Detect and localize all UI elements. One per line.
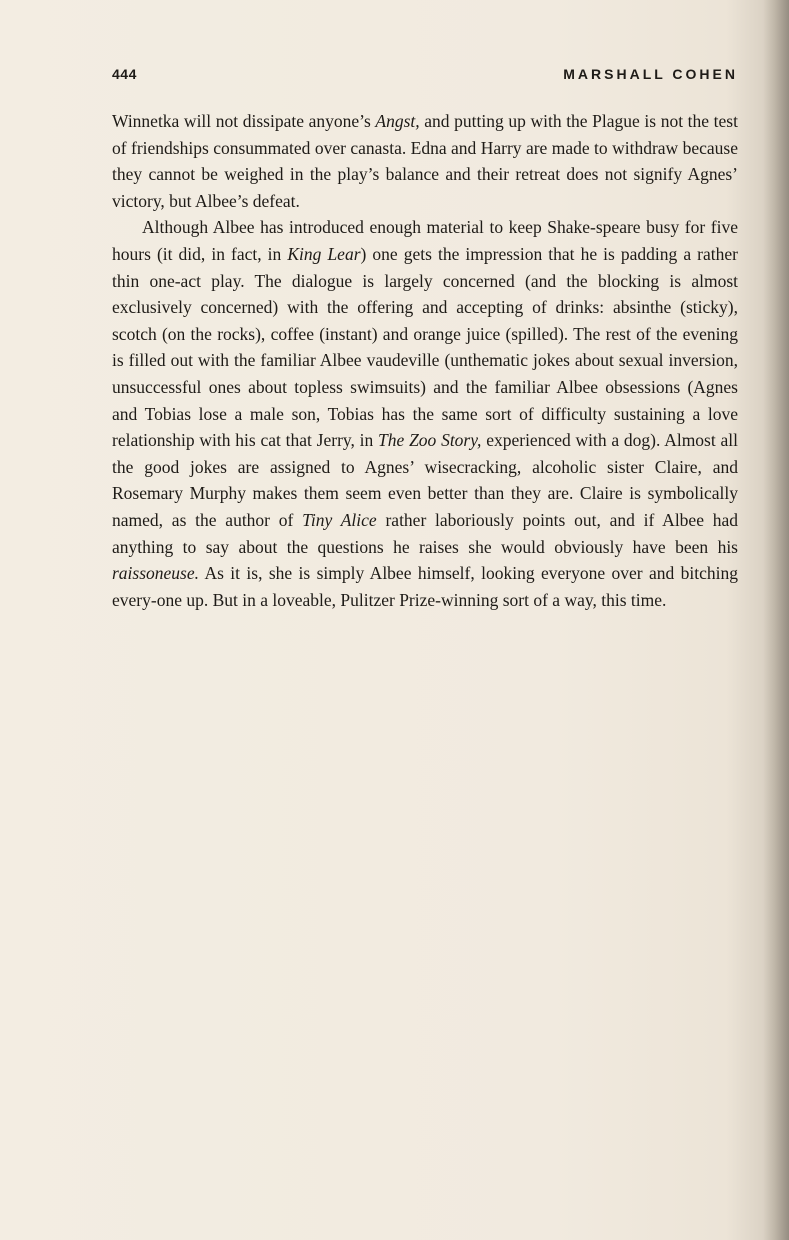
paragraph-text-segment: As it is, she is simply Albee himself, looking everyone over and bitching every-one up. But in a loveable, Pulitzer Prize-winning sort of a way, this time. [112,563,738,610]
paragraph-text-segment: experienced with a dog). Almost all the good jokes are assigned to Agnes’ wisecracking, alcoholic sister Claire, and Rosemary Murphy makes them seem even better than they are. Claire is symbolically named, as the author of [112,430,738,530]
italic-title-text: Tiny Alice [302,509,377,530]
body-text [112,108,738,613]
italic-title-text: Angst, [375,111,420,131]
paragraph-text-segment: and putting up with the Plague is not the test of friendships consummated over canasta. Edna and Harry are made to withdraw because they cannot be weighed in the play’s balance and their retreat does not signify Agnes’ victory, but Albee’s defeat. [112,111,738,211]
paragraph-text-segment: Winnetka will not dissipate anyone’s [112,111,376,131]
paragraph-2 [112,214,738,613]
running-head-author: MARSHALL COHEN [563,66,738,82]
italic-title-text: The Zoo Story, [378,430,482,451]
page-number: 444 [112,66,137,82]
paragraph-1 [112,108,738,214]
paragraph-text-segment: Although Albee has introduced enough material to keep Shake-speare busy for five hours (it did, in fact, in [112,217,738,264]
paragraph-text-segment: ) one gets the impression that he is padding a rather thin one-act play. The dialogue is largely concerned (and the blocking is almost exclusively concerned) with the offering and accepting of drinks: absinthe (sticky), scotch (on the rocks), coffee (instant) and orange juice (spilled). The rest of the evening is filled out with the familiar Albee vaudeville (unthematic jokes about sexual inversion, unsuccessful ones about topless swimsuits) and the familiar Albee obsessions (Agnes and Tobias lose a male son, Tobias has the same sort of difficulty sustaining a love relationship with his cat that Jerry, in [112,243,738,451]
paragraph-text-segment: rather laboriously points out, and if Albee had anything to say about the questions he raises she would obviously have been his [112,509,739,557]
italic-title-text: raissoneuse. [112,563,200,584]
page-header [112,66,738,86]
page-binding-shadow [763,0,789,1240]
italic-title-text: King Lear [287,243,361,264]
